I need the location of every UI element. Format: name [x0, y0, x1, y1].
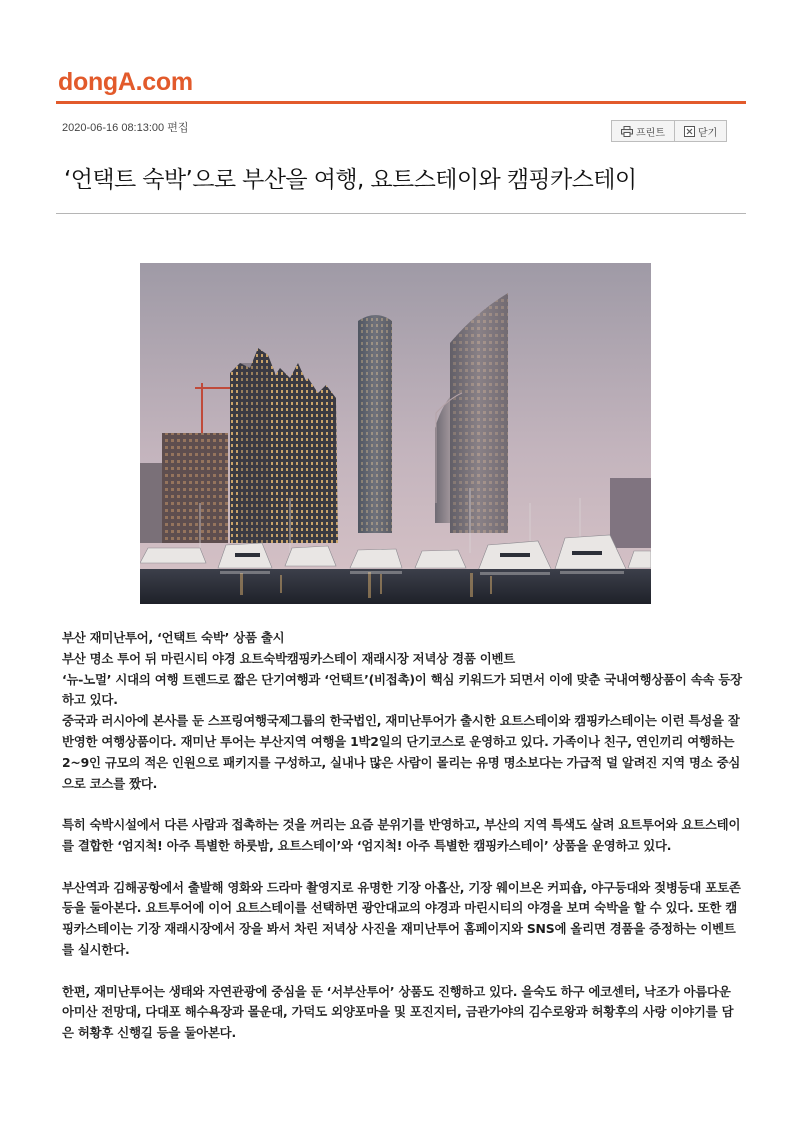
article-paragraph: 부산역과 김해공항에서 출발해 영화와 드라마 촬영지로 유명한 기장 아홉산, 기장 웨이브온 커피숍, 야구등대와 젖병등대 포토존 등을 둘아본다. 요트투어에 이어 요트스테이를 선택하면 광안대교의 야경과 마린시티의 야경을 보며 숙박을 할 수 있다. 또한 캠핑카스테이는 기장 재래시장에서 장을 봐서 차린 저녁상 사진을 재미난투어 홈페이지와 SNS에 올리면 경품을 증정하는 이벤트를 실시한다.	[62, 879, 741, 957]
article-paragraph: 한편, 재미난투어는 생태와 자연관광에 중심을 둔 ‘서부산투어’ 상품도 진행하고 있다. 을숙도 하구 에코센터, 낙조가 아름다운 아미산 전망대, 다대포 해수욕장과 몰운대, 가덕도 외양포마을 및 포진지터, 금관가야의 김수로왕과 허황후의 사랑 이야기를 담은 허황후 신행길 등을 둘아본다.	[62, 983, 734, 1041]
article-photo	[140, 263, 651, 604]
article-toolbar	[611, 120, 727, 142]
close-icon	[684, 126, 695, 137]
paragraph-spacer	[62, 794, 742, 815]
title-divider	[56, 213, 746, 214]
article-paragraph: ‘뉴-노멀’ 시대의 여행 트렌드로 짧은 단기여행과 ‘언택트’(비접촉)이 핵심 키워드가 되면서 이에 맞춘 국내여행상품이 속속 등장하고 있다.	[62, 671, 742, 708]
site-logo[interactable]: dongA.com	[58, 68, 193, 96]
close-button[interactable]	[674, 121, 726, 141]
article-paragraph: 부산 명소 투어 뒤 마린시티 야경 요트숙박캠핑카스테이 재래시장 저녁상 경품 이벤트	[62, 650, 516, 666]
article-paragraph: 중국과 러시아에 본사를 둔 스프링여행국제그룹의 한국법인, 재미난투어가 출시한 요트스테이와 캠핑카스테이는 이런 특성을 잘 반영한 여행상품이다. 재미난 투어는 부산지역 여행을 1박2일의 단기코스로 운영하고 있다. 가족이나 친구, 연인끼리 여행하는 2~9인 규모의 적은 인원으로 패키지를 구성하고, 실내나 많은 사람이 몰리는 유명 명소보다는 가급적 덜 알려진 지역 명소 중심으로 코스를 짰다.	[62, 713, 741, 791]
article-paragraph: 부산 재미난투어, ‘언택트 숙박’ 상품 출시	[62, 630, 285, 645]
print-button[interactable]	[612, 121, 674, 141]
edit-date: 2020-06-16 08:13:00 편집	[62, 122, 189, 134]
paragraph-spacer	[62, 857, 742, 878]
article-paragraph: 특히 숙박시설에서 다른 사람과 접촉하는 것을 꺼리는 요즘 분위기를 반영하고, 부산의 지역 특색도 살려 요트투어와 요트스테이를 결합한 ‘엄지척! 아주 특별한 하룻밤, 요트스테이’와 ‘엄지척! 아주 특별한 캠핑카스테이’ 상품을 운영하고 있다.	[62, 817, 741, 853]
close-label: 닫기	[697, 127, 718, 139]
paragraph-spacer	[62, 961, 742, 982]
header-divider	[56, 101, 746, 104]
print-label: 프린트	[636, 127, 665, 139]
article-body	[62, 628, 742, 1044]
printer-icon	[621, 126, 633, 137]
article-title: ‘언택트 숙박’으로 부산을 여행, 요트스테이와 캠핑카스테이	[64, 167, 637, 193]
